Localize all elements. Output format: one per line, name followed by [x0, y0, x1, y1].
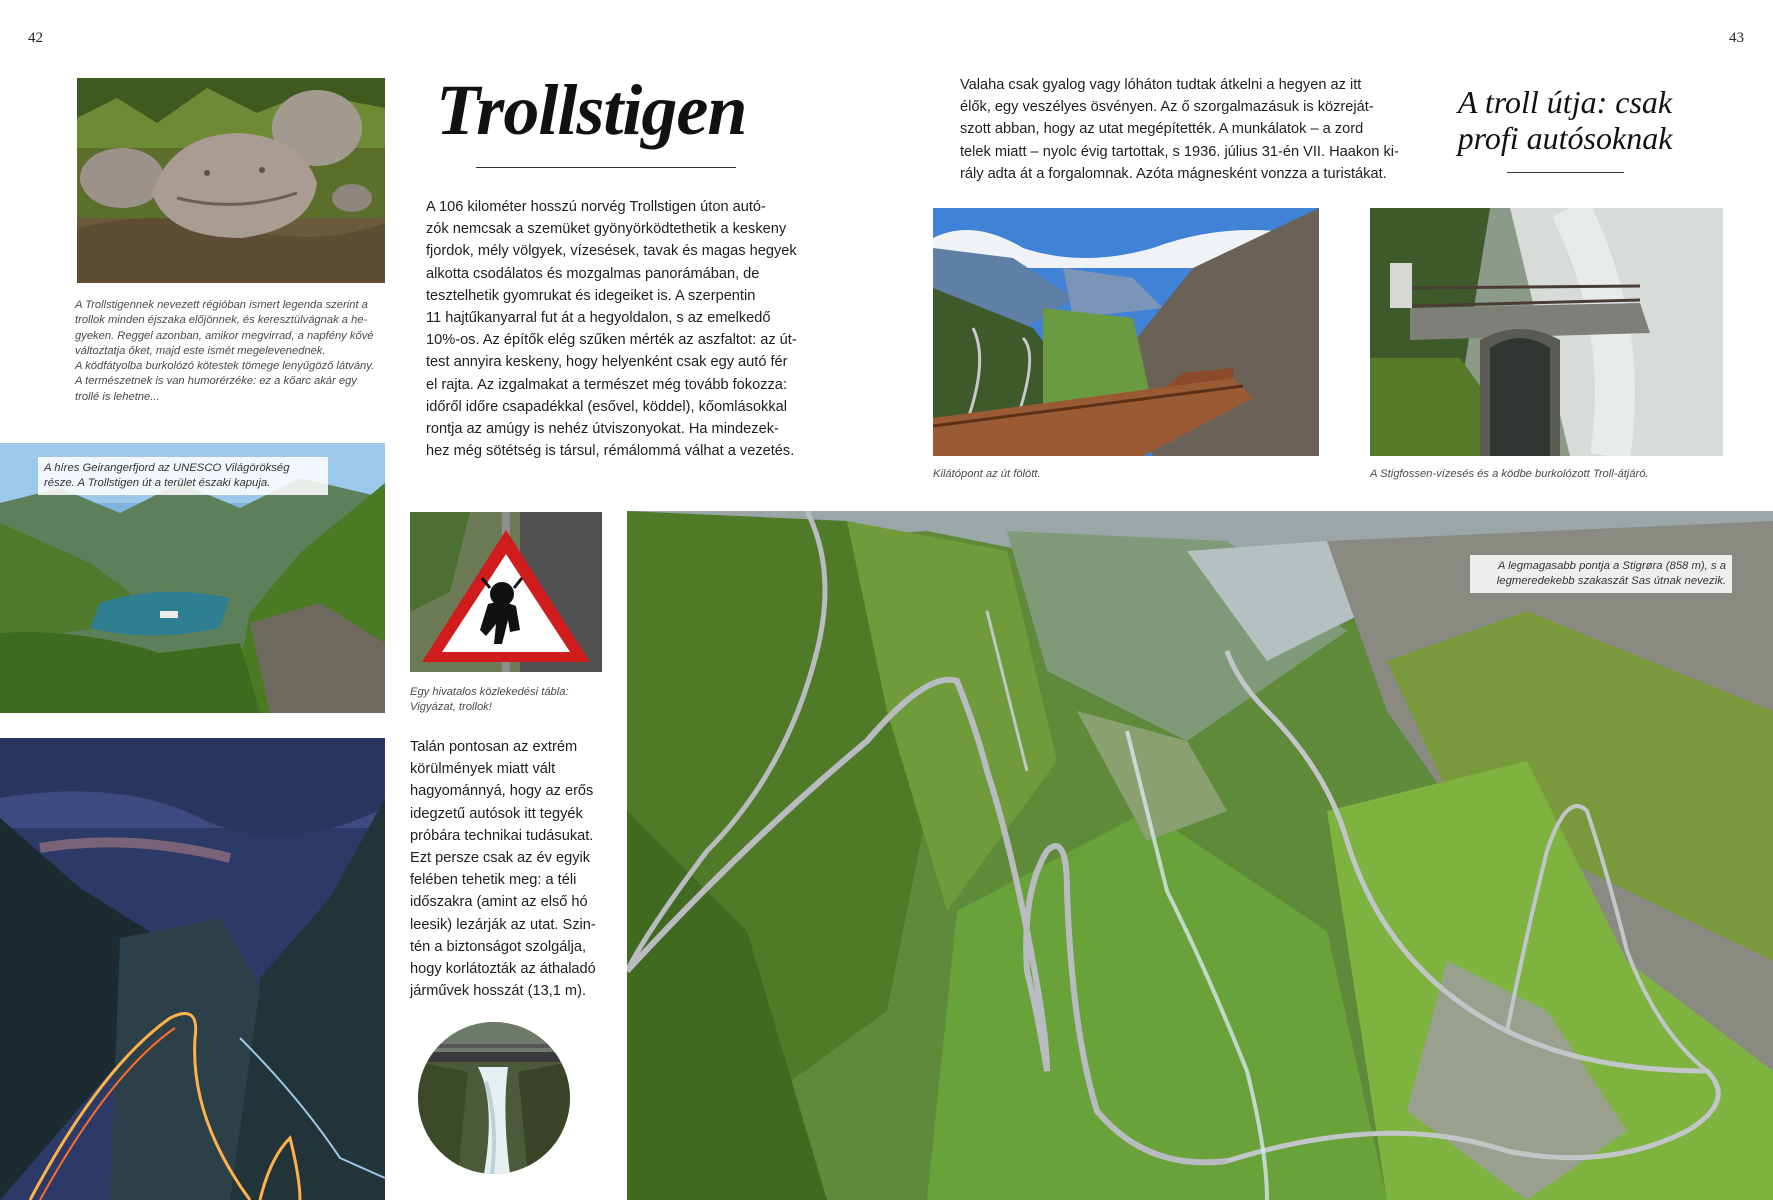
troll-sign-caption: Egy hivatalos közlekedési tábla: Vigyázat, trollok! [410, 686, 569, 714]
main-photo-caption: A legmagasabb pontja a Stigrøra (858 m), s a legmeredekebb szakaszát Sas útnak nevezik. [1470, 555, 1732, 593]
page-title: Trollstigen [436, 70, 747, 150]
history-paragraph: Valaha csak gyalog vagy lóháton tudtak átkelni a hegyen az itt élők, egy veszélyes ösvényen. Az ő szorgalmazásuk is közreját- szott abban, hogy az utat megépítették. A munkálatok – a zord telek miatt – nyolc évig tartottak, s 1936. július 31-én VII. Haakon ki- rály adta át a forgalomnak. Azóta mágnesként vonzza a turistákat. [960, 77, 1399, 182]
subtitle-divider [1507, 172, 1624, 173]
night-road-photo [0, 738, 385, 1200]
bridge-caption: A Stigfossen-vízesés és a ködbe burkolózott Troll-átjáró. [1370, 468, 1649, 480]
right-page-number: 43 [1729, 30, 1744, 46]
troll-rock-caption: A Trollstigennek nevezett régióban ismert legenda szerint a trollok minden éjszaka előjönnek, és keresztülvágnak a he- gyeken. Reggel azonban, amikor megvirrad, a napfény kővé változtatja őket, majd este ismét megelevenednek. A ködfátyolba burkolózó kötestek tömege lenyűgöző látvány. A természetnek is van humorérzéke: ez a kőarc akár egy trollé is lehetne... [75, 299, 375, 403]
waterfall-circle-photo [418, 1022, 570, 1174]
left-page-number: 42 [28, 30, 43, 46]
troll-rock-photo [77, 78, 385, 283]
tradition-paragraph: Talán pontosan az extrém körülmények miatt vált hagyománnyá, hogy az erős idegzetű autósok itt tegyék próbára technikai tudásukat. Ezt persze csak az év egyik felében tehetik meg: a téli időszakra (amint az első hó leesik) lezárják az utat. Szin- tén a biztonságot szolgálja, hogy korlátozták az áthaladó járművek hosszát (13,1 m). [410, 739, 596, 1000]
fjord-caption: A híres Geirangerfjord az UNESCO Világörökség része. A Trollstigen út a terület északi kapuja. [38, 457, 328, 495]
intro-paragraph: A 106 kilométer hosszú norvég Trollstigen úton autó- zók nemcsak a szemüket gyönyörködtethetik a keskeny fjordok, mély völgyek, vízesések, tavak és magas hegyek alkotta csodálatos és mozgalmas panorámában, de tesztelhetik gyomrukat és idegeiket is. A szerpentin 11 hajtűkanyarral fut át a hegyoldalon, s az emelkedő 10%-os. Az építők elég szűken mérték az aszfaltot: az út- test annyira keskeny, hogy helyenként csak egy autó fér el rajta. Az izgalmakat a természet még tovább fokozza: időről időre csapadékkal (esővel, köddel), kőomlásokkal rontja az amúgy is nehéz útviszonyokat. Ha mindezek- hez még sötétség is társul, rémálommá válhat a vezetés. [426, 199, 797, 460]
troll-sign-photo [410, 512, 602, 672]
troll-bridge-photo [1370, 208, 1723, 456]
title-divider [476, 167, 736, 168]
section-subtitle: A troll útja: csak profi autósoknak [1457, 84, 1673, 156]
viewpoint-photo [933, 208, 1319, 456]
trollstigen-aerial-photo [627, 511, 1773, 1200]
viewpoint-caption: Kilátópont az út fölött. [933, 468, 1041, 480]
